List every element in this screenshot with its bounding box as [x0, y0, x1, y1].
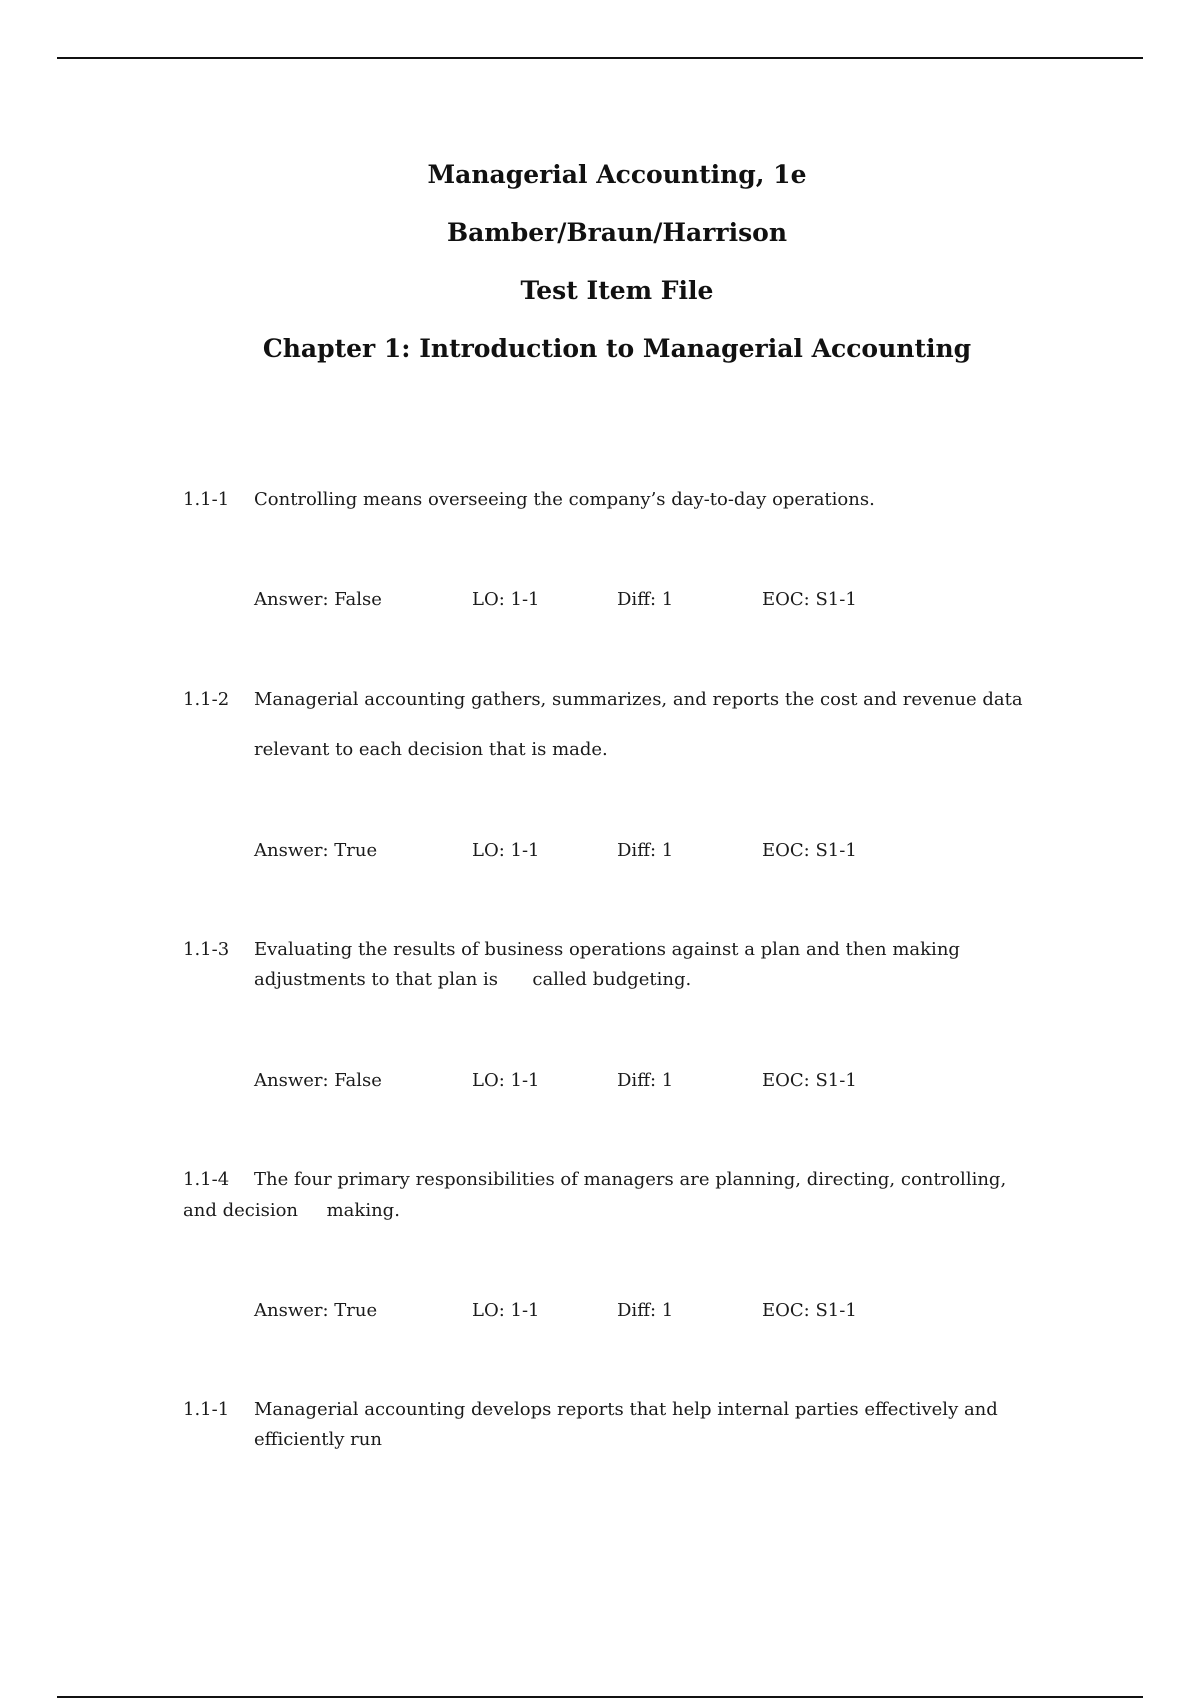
book-authors: Bamber/Braun/Harrison	[446, 218, 788, 247]
question-number: 1.1-3	[183, 939, 230, 960]
answer-label: Answer: True	[254, 840, 378, 861]
learning-objective: LO: 1-1	[472, 840, 540, 861]
answer-label: Answer: False	[254, 1070, 382, 1091]
question-text-line-1: The four primary responsibilities of managers are planning, directing, controlling,	[254, 1169, 1007, 1190]
chapter-title: Chapter 1: Introduction to Managerial Accounting	[262, 334, 972, 363]
answer-label: Answer: True	[254, 1300, 378, 1321]
question-text-line-2: adjustments to that plan is called budgeting.	[254, 969, 692, 990]
learning-objective: LO: 1-1	[472, 1070, 540, 1091]
question-text-line-2: and decision making.	[183, 1200, 400, 1221]
difficulty: Diff: 1	[617, 589, 674, 610]
document-type: Test Item File	[520, 276, 714, 305]
end-of-chapter-ref: EOC: S1-1	[762, 1300, 857, 1321]
question-text-line-2: relevant to each decision that is made.	[254, 739, 608, 760]
difficulty: Diff: 1	[617, 840, 674, 861]
question-text-line-1: Evaluating the results of business operations against a plan and then making	[254, 939, 960, 960]
question-number: 1.1-4	[183, 1169, 230, 1190]
top-rule	[57, 57, 1143, 59]
difficulty: Diff: 1	[617, 1070, 674, 1091]
bottom-rule	[57, 1696, 1143, 1698]
learning-objective: LO: 1-1	[472, 589, 540, 610]
document-title-block	[0, 146, 1200, 378]
question-number: 1.1-1	[183, 1399, 230, 1420]
learning-objective: LO: 1-1	[472, 1300, 540, 1321]
difficulty: Diff: 1	[617, 1300, 674, 1321]
question-text-line-1: Managerial accounting develops reports that help internal parties effectively and	[254, 1399, 998, 1420]
end-of-chapter-ref: EOC: S1-1	[762, 1070, 857, 1091]
question-text-line-1: Managerial accounting gathers, summarizes, and reports the cost and revenue data	[254, 689, 1023, 710]
end-of-chapter-ref: EOC: S1-1	[762, 589, 857, 610]
question-number: 1.1-2	[183, 689, 230, 710]
question-text: Controlling means overseeing the company’s day-to-day operations.	[254, 489, 875, 510]
question-number: 1.1-1	[183, 489, 230, 510]
end-of-chapter-ref: EOC: S1-1	[762, 840, 857, 861]
question-text-line-2: efficiently run	[254, 1429, 382, 1450]
answer-label: Answer: False	[254, 589, 382, 610]
book-title: Managerial Accounting, 1e	[427, 160, 807, 189]
